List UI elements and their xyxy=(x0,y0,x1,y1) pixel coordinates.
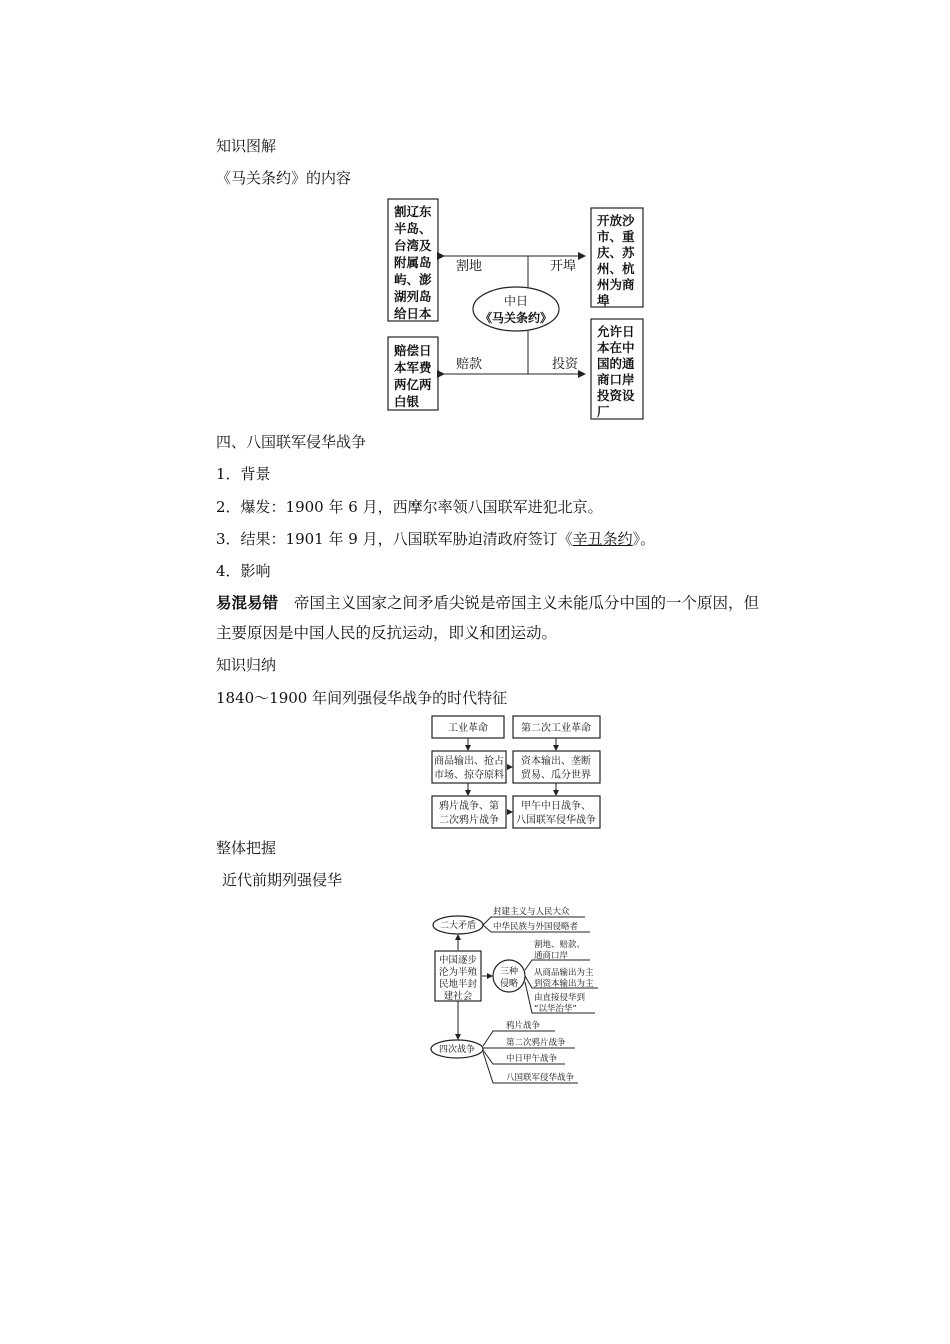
mm-war-item: 鸦片战争 xyxy=(506,1021,541,1031)
box-cede-line: 屿、澎 xyxy=(394,272,432,287)
center-line2: 《马关条约》 xyxy=(479,311,553,325)
mm-center-text: 民地半封 xyxy=(438,979,478,990)
mm-inv-item: 到资本输出为主 xyxy=(534,979,594,989)
box-invest-line: 商口岸 xyxy=(597,372,635,387)
mm-inv-text: 侵略 xyxy=(499,979,519,989)
label-ports: 开埠 xyxy=(550,259,577,274)
box-indemnity-line: 赔偿日 xyxy=(394,343,432,358)
box-cede-line: 割辽东 xyxy=(394,204,432,219)
right-mid-text: 贸易、瓜分世界 xyxy=(521,770,591,781)
heading-knowledge-diagram: 知识图解 xyxy=(216,137,277,155)
mm-contra-item: 封建主义与人民大众 xyxy=(493,907,570,917)
subtitle-overall: 近代前期列强侵华 xyxy=(222,871,343,889)
box-indemnity-line: 白银 xyxy=(394,394,420,409)
box-ports-line: 州为商 xyxy=(597,277,635,292)
box-invest-line: 投资设 xyxy=(597,388,635,403)
ir2-text: 第二次工业革命 xyxy=(521,723,591,734)
label-invest: 投资 xyxy=(552,357,579,372)
box-cede-line: 给日本 xyxy=(394,306,432,321)
center-line1: 中日 xyxy=(503,294,529,308)
box-ports-line: 开放沙 xyxy=(597,213,635,228)
mm-inv-text: 三种 xyxy=(499,967,519,977)
box-cede-line: 台湾及 xyxy=(394,238,432,253)
right-bot-text: 八国联军侵华战争 xyxy=(516,815,596,826)
mm-center-text: 建社会 xyxy=(443,991,473,1002)
box-indemnity-line: 本军费 xyxy=(394,360,432,375)
box-cede-line: 附属岛 xyxy=(394,255,432,270)
mm-war-item: 中日甲午战争 xyxy=(506,1054,558,1064)
left-mid-text: 商品输出、抢占 xyxy=(434,756,504,767)
box-indemnity-line: 两亿两 xyxy=(394,377,432,392)
left-bot-text: 二次鸦片战争 xyxy=(439,815,499,826)
item-impact: 4．影响 xyxy=(216,562,271,580)
box-ports-line: 埠 xyxy=(597,293,610,308)
mm-inv-item: “以华治华” xyxy=(534,1004,577,1014)
subtitle-era: 1840～1900 年间列强侵华战争的时代特征 xyxy=(216,689,508,707)
treaty-link: 辛丑条约 xyxy=(572,530,633,548)
mm-contra-item: 中华民族与外国侵略者 xyxy=(493,922,579,932)
item-background: 1．背景 xyxy=(216,465,271,483)
label-indemnity: 赔款 xyxy=(456,357,483,372)
mm-inv-item: 割地、赔款、 xyxy=(534,940,586,950)
heading-overall: 整体把握 xyxy=(216,839,277,857)
right-bot-text: 甲午中日战争、 xyxy=(521,801,591,812)
box-cede-line: 半岛、 xyxy=(394,221,432,236)
box-ports-line: 庆、苏 xyxy=(597,245,635,260)
box-ports-line: 市、重 xyxy=(597,229,635,244)
ir1-text: 工业革命 xyxy=(448,723,488,734)
left-bot-text: 鸦片战争、第 xyxy=(439,801,499,812)
note-label: 易混易错 xyxy=(216,593,279,612)
mm-wars-text: 四次战争 xyxy=(438,1045,476,1055)
note-text: 帝国主义国家之间矛盾尖锐是帝国主义未能瓜分中国的一个原因，但 xyxy=(294,594,760,612)
box-invest-line: 国的通 xyxy=(597,356,635,371)
subtitle-maguan: 《马关条约》的内容 xyxy=(216,169,352,187)
item-result-suffix: 》。 xyxy=(632,530,656,548)
heading-eight-nation: 四、八国联军侵华战争 xyxy=(216,433,367,451)
mm-inv-item: 从商品输出为主 xyxy=(534,968,594,978)
box-cede-line: 湖列岛 xyxy=(394,289,432,304)
heading-summary: 知识归纳 xyxy=(216,656,277,674)
box-invest-line: 允许日 xyxy=(597,324,635,339)
item-result-prefix: 3．结果：1901 年 9 月，八国联军胁迫清政府签订《 xyxy=(216,530,573,548)
box-invest-line: 厂 xyxy=(597,404,610,419)
left-mid-text: 市场、掠夺原料 xyxy=(434,770,504,781)
box-invest-line: 本在中 xyxy=(597,340,635,355)
item-outbreak: 2．爆发：1900 年 6 月，西摩尔率领八国联军进犯北京。 xyxy=(216,498,603,516)
mm-center-text: 中国逐步 xyxy=(438,955,478,966)
note-line2: 主要原因是中国人民的反抗运动，即义和团运动。 xyxy=(216,624,558,642)
box-ports-line: 州、杭 xyxy=(597,261,635,276)
mm-center-text: 沦为半殖 xyxy=(438,967,478,978)
mm-contra-text: 二大矛盾 xyxy=(439,921,477,931)
mm-inv-item: 由直接侵华到 xyxy=(534,993,586,1003)
right-mid-text: 资本输出、垄断 xyxy=(521,756,591,767)
mm-war-item: 第二次鸦片战争 xyxy=(506,1038,566,1048)
mm-war-item: 八国联军侵华战争 xyxy=(506,1073,575,1083)
label-cede: 割地 xyxy=(456,259,483,274)
mm-inv-item: 通商口岸 xyxy=(534,951,569,961)
